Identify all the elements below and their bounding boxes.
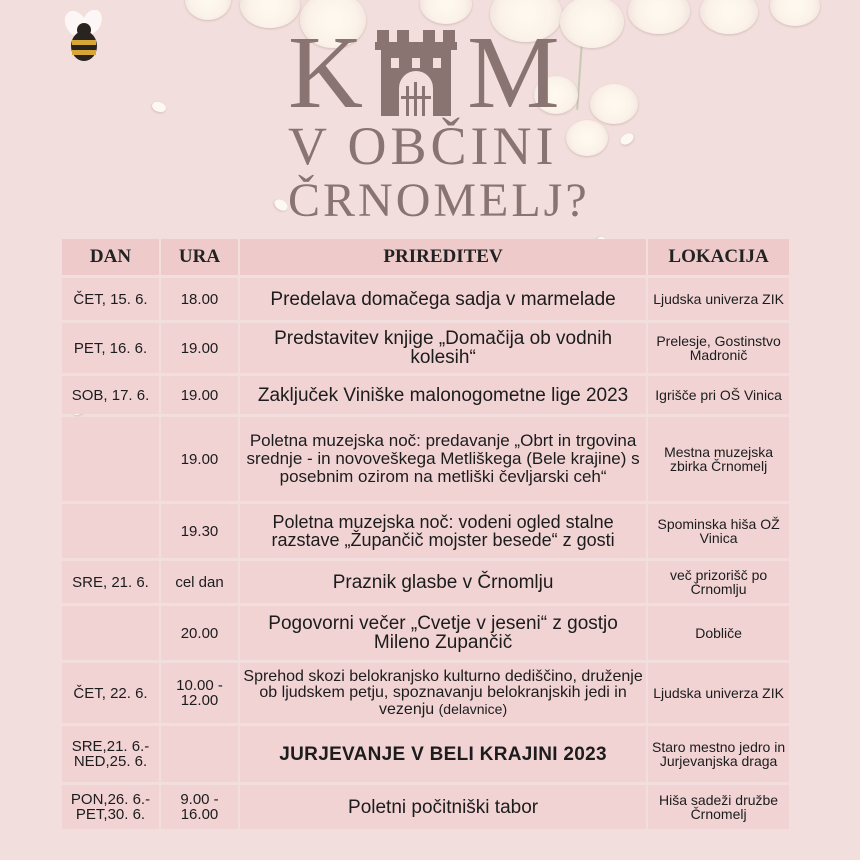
cell-dan: PET, 16. 6. [62,323,159,373]
cell-dan: SRE, 21. 6. [62,561,159,603]
cell-lokacija: Staro mestno jedro in Jurjevanjska draga [648,726,789,782]
table-row [62,504,789,558]
table-row [62,785,789,829]
cell-ura: 20.00 [161,606,238,660]
cell-ura: 9.00 - 16.00 [161,785,238,829]
header-lokacija: LOKACIJA [648,239,789,275]
cell-prireditev: Poletni počitniški tabor [240,785,646,829]
cell-lokacija: več prizorišč po Črnomlju [648,561,789,603]
cell-dan: ČET, 15. 6. [62,278,159,320]
cell-dan [62,417,159,501]
schedule-table [60,236,791,832]
table-row [62,663,789,723]
table-row [62,278,789,320]
cell-ura: 19.30 [161,504,238,558]
prireditev-note: (delavnice) [438,700,508,717]
cell-prireditev: Poletna muzejska noč: predavanje „Obrt in trgovina srednje - in novoveškega Metliškega (Bele krajine) s posebnim ozirom na metliški čevljarski ceh“ [240,417,646,501]
cell-lokacija: Igrišče pri OŠ Vinica [648,376,789,414]
title-line-2: V OBČINI [288,116,558,176]
cell-lokacija: Ljudska univerza ZIK [648,663,789,723]
table-row [62,323,789,373]
cell-lokacija: Ljudska univerza ZIK [648,278,789,320]
cell-ura: 10.00 - 12.00 [161,663,238,723]
cell-ura: 19.00 [161,417,238,501]
cell-ura: 19.00 [161,376,238,414]
cell-dan: PON,26. 6.- PET,30. 6. [62,785,159,829]
header-ura: URA [161,239,238,275]
cell-prireditev: JURJEVANJE V BELI KRAJINI 2023 [240,726,646,782]
cell-prireditev: Predelava domačega sadja v marmelade [240,278,646,320]
castle-tower-icon [371,30,461,116]
title-letter-m: M [467,15,562,130]
table-row [62,561,789,603]
table-row [62,606,789,660]
title-line-3: ČRNOMELJ? [288,174,590,227]
title-letter-k: K [288,15,366,130]
cell-prireditev: Pogovorni večer „Cvetje v jeseni“ z gostjo Mileno Zupančič [240,606,646,660]
cell-dan: SOB, 17. 6. [62,376,159,414]
table-header-row [62,239,789,275]
cell-ura: cel dan [161,561,238,603]
table-row [62,376,789,414]
cell-prireditev: Predstavitev knjige „Domačija ob vodnih kolesih“ [240,323,646,373]
prireditev-text: Sprehod skozi belokranjsko kulturno dediščino, druženje ob ljudskem petju, spoznavanju belokranjskih jedi in vezenju [243,667,643,718]
cell-lokacija: Prelesje, Gostinstvo Madronič [648,323,789,373]
cell-dan [62,606,159,660]
page-title [288,15,562,130]
cell-lokacija: Hiša sadeži družbe Črnomelj [648,785,789,829]
cell-prireditev: Poletna muzejska noč: vodeni ogled stalne razstave „Župančič mojster besede“ z gosti [240,504,646,558]
cell-ura: 18.00 [161,278,238,320]
cell-lokacija: Mestna muzejska zbirka Črnomelj [648,417,789,501]
cell-dan: SRE,21. 6.- NED,25. 6. [62,726,159,782]
table-row [62,417,789,501]
table-row [62,726,789,782]
cell-ura [161,726,238,782]
cell-prireditev [240,663,646,723]
cell-lokacija: Spominska hiša OŽ Vinica [648,504,789,558]
cell-lokacija: Dobliče [648,606,789,660]
header-dan: DAN [62,239,159,275]
cell-dan: ČET, 22. 6. [62,663,159,723]
bee-icon [62,10,110,66]
header-prireditev: PRIREDITEV [240,239,646,275]
cell-dan [62,504,159,558]
cell-prireditev: Praznik glasbe v Črnomlju [240,561,646,603]
cell-ura: 19.00 [161,323,238,373]
cell-prireditev: Zaključek Viniške malonogometne lige 2023 [240,376,646,414]
